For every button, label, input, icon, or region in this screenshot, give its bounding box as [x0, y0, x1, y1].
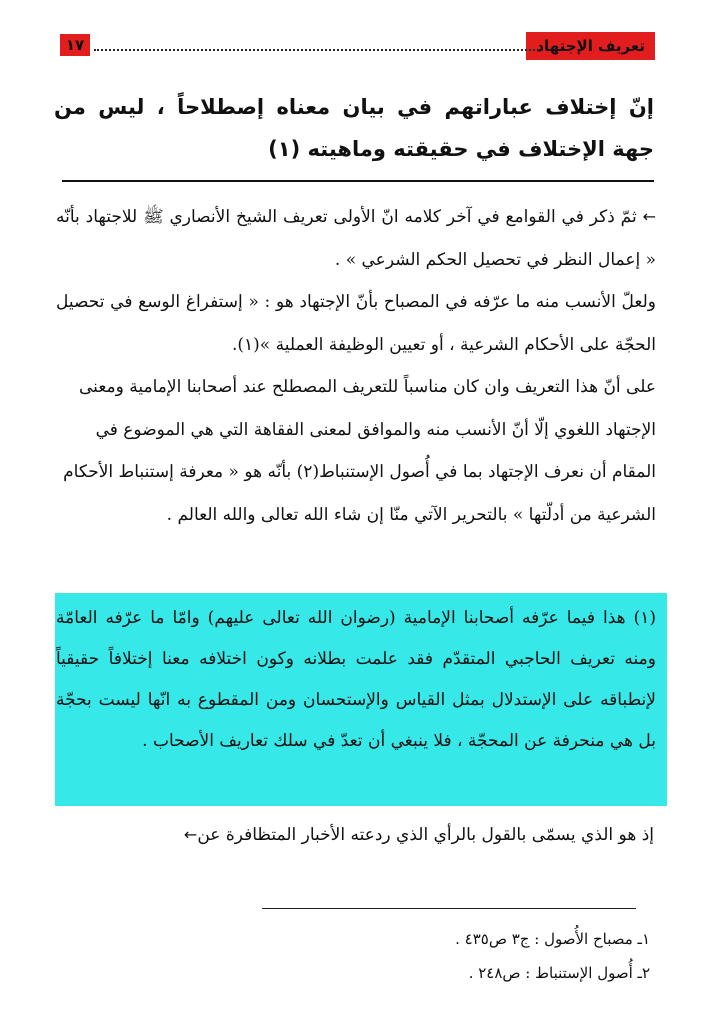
footnote-1: ١ـ مصباح الأُصول : ج٣ ص٤٣٥ . — [455, 930, 650, 948]
continuation-text: إذ هو الذي يسمّى بالقول بالرأي الذي ردعته الأخبار المتظافرة عن — [197, 825, 654, 845]
main-text — [56, 196, 656, 536]
running-header — [60, 32, 655, 60]
page-number: ١٧ — [60, 34, 90, 56]
continuation-line — [54, 815, 654, 855]
paragraph-2: ولعلّ الأنسب منه ما عرّفه في المصباح بأنّ الإجتهاد هو : « إستفراغ الوسع في تحصيل الحجّة على الأحكام الشرعية ، أو تعيين الوظيفة العملية »(١). — [56, 292, 656, 355]
highlighted-note: (١) هذا فيما عرّفه أصحابنا الإمامية (رضوان الله تعالى عليهم) وامّا ما عرّفه العامّة ومنه تعريف الحاجبي المتقدّم فقد علمت بطلانه وكون اختلافه معنا إختلافاً حقيقياً لإنطباقه على الإستدلال بمثل القياس والإستحسان ومن المقطوع به انّها ليست بحجّة بل هي منحرفة عن المحجّة ، فلا ينبغي أن تعدّ في سلك تعاريف الأصحاب . — [56, 608, 656, 751]
footnote-2: ٢ـ أُصول الإستنباط : ص٢٤٨ . — [468, 964, 650, 982]
section-title: إنّ إختلاف عباراتهم في بيان معناه إصطلاحاً ، ليس من جهة الإختلاف في حقيقته وماهيته (١) — [54, 95, 654, 161]
title-underline — [62, 180, 654, 182]
arrow-left-icon: ← — [642, 207, 656, 226]
paragraph-text: ثمّ ذكر في القوامع في آخر كلامه انّ الأولى تعريف الشيخ الأنصاري ﷺ للاجتهاد بأنّه « إعمال النظر في تحصيل الحكم الشرعي » . — [56, 207, 656, 270]
header-dot-leader — [94, 49, 543, 51]
chapter-title: تعريف الإجتهاد — [526, 32, 655, 60]
paragraph-3: على أنّ هذا التعريف وان كان مناسباً للتعريف المصطلح عند أصحابنا الإمامية ومعنى الإجتهاد اللغوي إلّا أنّ الأنسب منه والموافق لمعنى الفقاهة التي هي الموضوع في المقام أن نعرف الإجتهاد بما في أُصول الإستنباط(٢) بأنّه هو « معرفة إستنباط الأحكام الشرعية من أدلّتها » بالتحرير الآتي منّا إن شاء الله تعالى والله العالم . — [63, 377, 656, 525]
paragraph-1 — [56, 196, 656, 281]
footnote-separator — [262, 908, 636, 909]
footnotes — [250, 922, 650, 990]
arrow-left-icon: ← — [183, 825, 198, 844]
